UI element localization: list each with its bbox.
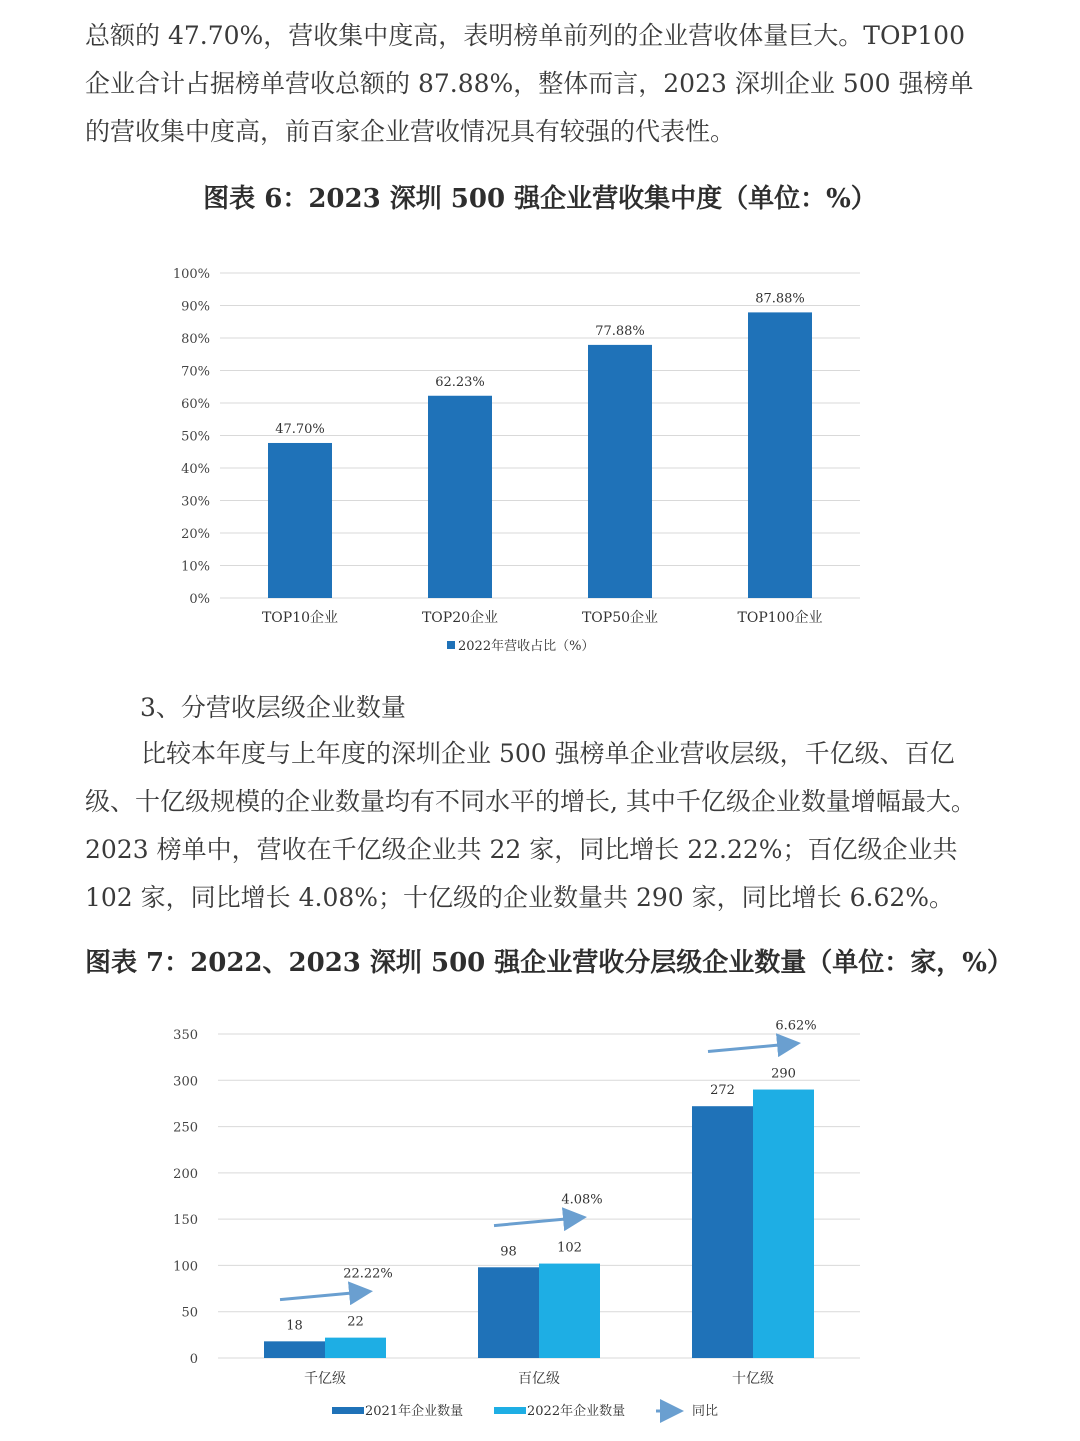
- x-tick-label: TOP10企业: [261, 610, 339, 626]
- y-tick-label: 50: [181, 1305, 198, 1321]
- growth-label: 6.62%: [775, 1018, 817, 1034]
- y-tick-label: 350: [173, 1028, 198, 1043]
- data-label: 62.23%: [435, 374, 485, 390]
- legend-label: 同比: [692, 1404, 719, 1419]
- data-label: 18: [286, 1318, 303, 1334]
- figure7-title: 图表 7：2022、2023 深圳 500 强企业营收分层级企业数量（单位：家，%）: [85, 948, 1014, 978]
- y-tick-label: 90%: [181, 299, 210, 315]
- bar: [478, 1267, 539, 1358]
- y-tick-label: 150: [173, 1213, 198, 1229]
- bar: [753, 1090, 814, 1358]
- y-tick-label: 200: [173, 1166, 198, 1182]
- data-label: 98: [500, 1244, 517, 1260]
- y-tick-label: 40%: [181, 462, 210, 477]
- bar: [692, 1106, 753, 1358]
- bar: [748, 312, 812, 598]
- y-tick-label: 100%: [172, 267, 210, 282]
- x-tick-label: TOP20企业: [421, 610, 499, 626]
- legend-label: 2022年营收占比（%）: [458, 639, 595, 654]
- legend-swatch: [332, 1407, 364, 1414]
- text-line: 的营收集中度高，前百家企业营收情况具有较强的代表性。: [85, 117, 736, 146]
- y-tick-label: 70%: [181, 364, 210, 380]
- x-tick-label: 十亿级: [732, 1371, 774, 1387]
- text-line: 总额的 47.70%，营收集中度高，表明榜单前列的企业营收体量巨大。TOP100: [85, 21, 965, 50]
- legend-swatch: [447, 641, 455, 649]
- data-label: 87.88%: [755, 291, 805, 307]
- growth-arrow: [280, 1292, 367, 1300]
- intro-paragraph: [85, 12, 974, 156]
- text-line: 级、十亿级规模的企业数量均有不同水平的增长, 其中千亿级企业数量增幅最大。: [85, 787, 976, 816]
- x-tick-label: TOP100企业: [737, 610, 823, 626]
- bar: [325, 1338, 386, 1358]
- y-tick-label: 10%: [181, 559, 210, 575]
- text-line: 企业合计占据榜单营收总额的 87.88%，整体而言，2023 深圳企业 500 强榜单: [85, 69, 974, 98]
- text-line: 比较本年度与上年度的深圳企业 500 强榜单企业营收层级，千亿级、百亿: [141, 739, 955, 768]
- figure6-title: 图表 6：2023 深圳 500 强企业营收集中度（单位：%）: [203, 184, 877, 214]
- y-tick-label: 30%: [181, 494, 210, 510]
- y-tick-label: 0%: [189, 592, 210, 607]
- data-label: 102: [557, 1240, 582, 1256]
- y-tick-label: 60%: [181, 397, 210, 412]
- data-label: 77.88%: [595, 323, 645, 339]
- figure6-bar-chart: [160, 255, 880, 675]
- bar: [268, 443, 332, 598]
- section3-paragraph: [85, 730, 976, 922]
- bar: [264, 1341, 325, 1358]
- legend-label: 2021年企业数量: [365, 1404, 464, 1419]
- text-line: 2023 榜单中，营收在千亿级企业共 22 家，同比增长 22.22%；百亿级企业共: [85, 835, 958, 864]
- data-label: 272: [710, 1083, 735, 1099]
- legend-label: 2022年企业数量: [527, 1404, 626, 1419]
- growth-arrow: [708, 1044, 795, 1052]
- growth-label: 22.22%: [343, 1266, 393, 1282]
- y-tick-label: 250: [173, 1120, 198, 1136]
- x-tick-label: TOP50企业: [581, 610, 659, 626]
- data-label: 22: [347, 1314, 364, 1330]
- y-tick-label: 300: [173, 1074, 198, 1090]
- y-tick-label: 20%: [181, 527, 210, 542]
- section3-heading: 3、分营收层级企业数量: [140, 693, 406, 722]
- legend-swatch: [494, 1407, 526, 1414]
- bar: [588, 345, 652, 598]
- y-tick-label: 0: [189, 1352, 198, 1367]
- figure7-grouped-bar-chart: [160, 1015, 880, 1430]
- data-label: 290: [771, 1066, 796, 1082]
- x-tick-label: 百亿级: [518, 1371, 560, 1387]
- y-tick-label: 80%: [181, 332, 210, 347]
- text-line: 102 家，同比增长 4.08%；十亿级的企业数量共 290 家，同比增长 6.62%。: [85, 883, 955, 912]
- data-label: 47.70%: [275, 421, 325, 437]
- bar: [539, 1264, 600, 1358]
- y-tick-label: 50%: [181, 429, 210, 445]
- x-tick-label: 千亿级: [304, 1371, 346, 1387]
- bar: [428, 396, 492, 598]
- y-tick-label: 100: [173, 1259, 198, 1275]
- growth-label: 4.08%: [561, 1192, 603, 1208]
